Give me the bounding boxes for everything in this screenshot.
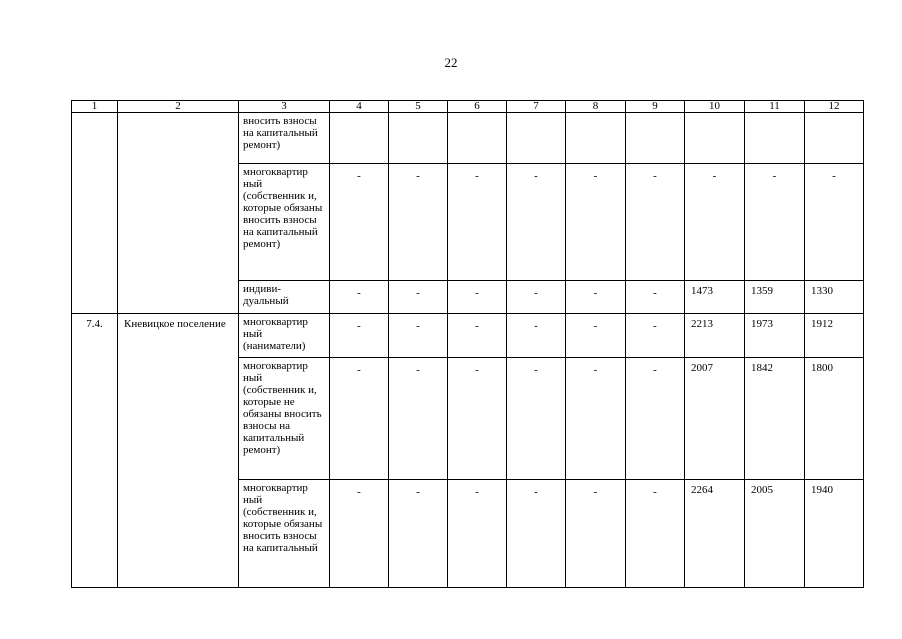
value-cell: -: [507, 358, 566, 480]
value-cell: [448, 113, 507, 164]
header-cell: 9: [626, 101, 685, 113]
header-cell: 4: [330, 101, 389, 113]
housing-type-cell: вносить взносы на капитальный ремонт): [239, 113, 330, 164]
value-cell: 2005: [745, 480, 805, 588]
value-cell: 2007: [685, 358, 745, 480]
value-cell: -: [448, 281, 507, 314]
value-cell: -: [330, 164, 389, 281]
value-cell: -: [626, 480, 685, 588]
value-cell: -: [389, 164, 448, 281]
value-cell: -: [566, 480, 626, 588]
value-cell: -: [507, 164, 566, 281]
header-cell: 10: [685, 101, 745, 113]
value-cell: -: [507, 281, 566, 314]
header-cell: 1: [72, 101, 118, 113]
value-cell: -: [626, 164, 685, 281]
value-cell: -: [626, 314, 685, 358]
value-cell: -: [330, 480, 389, 588]
table-row: [72, 314, 864, 358]
value-cell: [626, 113, 685, 164]
value-cell: -: [626, 281, 685, 314]
header-cell: 12: [805, 101, 864, 113]
value-cell: -: [448, 358, 507, 480]
value-cell: 1842: [745, 358, 805, 480]
value-cell: [389, 113, 448, 164]
value-cell: [330, 113, 389, 164]
value-cell: 1330: [805, 281, 864, 314]
value-cell: 1940: [805, 480, 864, 588]
value-cell: 1359: [745, 281, 805, 314]
settlement-cell: [118, 113, 239, 314]
value-cell: -: [330, 358, 389, 480]
header-cell: 2: [118, 101, 239, 113]
table-row: [72, 113, 864, 164]
value-cell: -: [389, 314, 448, 358]
value-cell: -: [448, 480, 507, 588]
value-cell: -: [389, 358, 448, 480]
header-cell: 8: [566, 101, 626, 113]
value-cell: -: [566, 358, 626, 480]
value-cell: 1800: [805, 358, 864, 480]
value-cell: -: [448, 164, 507, 281]
value-cell: -: [507, 480, 566, 588]
housing-type-cell: индиви- дуальный: [239, 281, 330, 314]
value-cell: 1473: [685, 281, 745, 314]
value-cell: [566, 113, 626, 164]
value-cell: -: [448, 314, 507, 358]
value-cell: -: [566, 281, 626, 314]
index-cell: 7.4.: [72, 314, 118, 588]
value-cell: -: [389, 480, 448, 588]
value-cell: [805, 113, 864, 164]
header-row: [72, 101, 864, 113]
value-cell: -: [330, 281, 389, 314]
housing-type-cell: многоквартир ный (наниматели): [239, 314, 330, 358]
value-cell: [685, 113, 745, 164]
header-cell: 6: [448, 101, 507, 113]
value-cell: -: [507, 314, 566, 358]
header-cell: 7: [507, 101, 566, 113]
value-cell: 2264: [685, 480, 745, 588]
value-cell: -: [626, 358, 685, 480]
value-cell: -: [566, 314, 626, 358]
value-cell: -: [330, 314, 389, 358]
tariff-table: [71, 100, 864, 588]
index-cell: [72, 113, 118, 314]
value-cell: -: [685, 164, 745, 281]
value-cell: -: [389, 281, 448, 314]
housing-type-cell: многоквартир ный (собственник и, которые обязаны вносить взносы на капитальный ремонт): [239, 164, 330, 281]
page-number: 22: [444, 55, 458, 70]
value-cell: -: [745, 164, 805, 281]
header-cell: 3: [239, 101, 330, 113]
value-cell: 1912: [805, 314, 864, 358]
value-cell: -: [566, 164, 626, 281]
housing-type-cell: многоквартир ный (собственник и, которые не обязаны вносить взносы на капитальный ремонт): [239, 358, 330, 480]
value-cell: [745, 113, 805, 164]
value-cell: [507, 113, 566, 164]
value-cell: 1973: [745, 314, 805, 358]
value-cell: 2213: [685, 314, 745, 358]
value-cell: -: [805, 164, 864, 281]
header-cell: 11: [745, 101, 805, 113]
settlement-cell: Кневицкое поселение: [118, 314, 239, 588]
housing-type-cell: многоквартир ный (собственник и, которые обязаны вносить взносы на капитальный: [239, 480, 330, 588]
header-cell: 5: [389, 101, 448, 113]
